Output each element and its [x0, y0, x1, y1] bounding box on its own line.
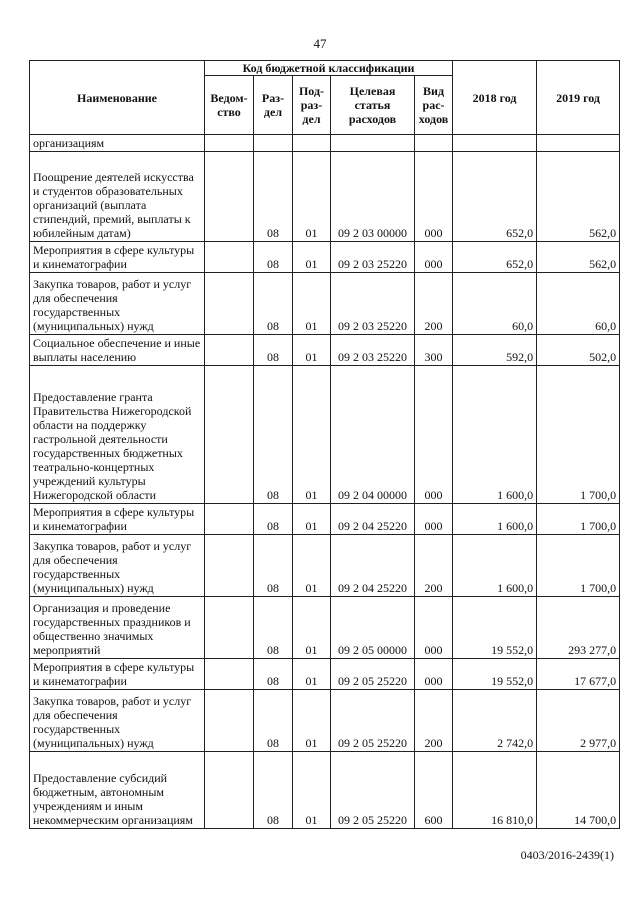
cell-name: Мероприятия в сфере культуры и кинематографии — [30, 242, 205, 273]
cell-name: Социальное обеспечение и иные выплаты населению — [30, 335, 205, 366]
cell-2019: 14 700,0 — [537, 752, 620, 829]
header-vedomstvo: Ведом-ство — [205, 76, 254, 135]
header-podrazdel: Под-раз-дел — [293, 76, 331, 135]
table-row — [30, 659, 620, 690]
cell-razdel — [254, 135, 293, 152]
budget-table — [29, 60, 620, 829]
header-year-2018: 2018 год — [453, 61, 537, 135]
cell-vid: 600 — [415, 752, 453, 829]
cell-vid: 200 — [415, 273, 453, 335]
cell-razdel: 08 — [254, 273, 293, 335]
cell-vedomstvo — [205, 690, 254, 752]
cell-2019: 293 277,0 — [537, 597, 620, 659]
table-row — [30, 504, 620, 535]
cell-vedomstvo — [205, 335, 254, 366]
cell-podrazdel: 01 — [293, 152, 331, 242]
cell-2018: 652,0 — [453, 242, 537, 273]
cell-podrazdel: 01 — [293, 273, 331, 335]
cell-vid: 200 — [415, 535, 453, 597]
cell-vedomstvo — [205, 242, 254, 273]
cell-vedomstvo — [205, 752, 254, 829]
cell-2018 — [453, 135, 537, 152]
cell-podrazdel: 01 — [293, 335, 331, 366]
cell-podrazdel: 01 — [293, 659, 331, 690]
cell-razdel: 08 — [254, 366, 293, 504]
cell-podrazdel: 01 — [293, 535, 331, 597]
cell-2018: 1 600,0 — [453, 535, 537, 597]
cell-vedomstvo — [205, 152, 254, 242]
cell-2019: 2 977,0 — [537, 690, 620, 752]
header-year-2019: 2019 год — [537, 61, 620, 135]
table-row — [30, 535, 620, 597]
header-name: Наименование — [30, 61, 205, 135]
table-row — [30, 366, 620, 504]
cell-statya: 09 2 03 00000 — [331, 152, 415, 242]
header-statya: Целевая статья расходов — [331, 76, 415, 135]
cell-statya: 09 2 03 25220 — [331, 273, 415, 335]
cell-name: организациям — [30, 135, 205, 152]
cell-2018: 19 552,0 — [453, 597, 537, 659]
cell-podrazdel: 01 — [293, 242, 331, 273]
cell-statya: 09 2 04 25220 — [331, 535, 415, 597]
cell-vid: 200 — [415, 690, 453, 752]
cell-vid: 000 — [415, 366, 453, 504]
header-vid: Вид рас-ходов — [415, 76, 453, 135]
cell-2019: 17 677,0 — [537, 659, 620, 690]
cell-2018: 2 742,0 — [453, 690, 537, 752]
cell-statya: 09 2 03 25220 — [331, 335, 415, 366]
cell-statya: 09 2 04 00000 — [331, 366, 415, 504]
page-number: 47 — [313, 36, 327, 51]
cell-razdel: 08 — [254, 752, 293, 829]
table-row — [30, 242, 620, 273]
cell-name: Предоставление субсидий бюджетным, автономным учреждениям и иным некоммерческим организациям — [30, 752, 205, 829]
cell-vid: 000 — [415, 504, 453, 535]
cell-razdel: 08 — [254, 690, 293, 752]
cell-vid: 000 — [415, 597, 453, 659]
cell-razdel: 08 — [254, 152, 293, 242]
cell-2018: 16 810,0 — [453, 752, 537, 829]
cell-statya: 09 2 05 00000 — [331, 597, 415, 659]
cell-vid: 000 — [415, 659, 453, 690]
cell-name: Закупка товаров, работ и услуг для обеспечения государственных (муниципальных) нужд — [30, 690, 205, 752]
cell-razdel: 08 — [254, 242, 293, 273]
table-row — [30, 597, 620, 659]
cell-vedomstvo — [205, 366, 254, 504]
document-id: 0403/2016-2439(1) — [520, 848, 614, 862]
cell-name: Мероприятия в сфере культуры и кинематографии — [30, 504, 205, 535]
cell-name: Мероприятия в сфере культуры и кинематографии — [30, 659, 205, 690]
cell-statya: 09 2 04 25220 — [331, 504, 415, 535]
cell-2019: 562,0 — [537, 152, 620, 242]
cell-podrazdel: 01 — [293, 752, 331, 829]
cell-razdel: 08 — [254, 659, 293, 690]
table-row — [30, 273, 620, 335]
cell-2018: 1 600,0 — [453, 504, 537, 535]
cell-2019: 1 700,0 — [537, 504, 620, 535]
table-row — [30, 335, 620, 366]
table-row — [30, 752, 620, 829]
cell-podrazdel: 01 — [293, 366, 331, 504]
cell-name: Закупка товаров, работ и услуг для обеспечения государственных (муниципальных) нужд — [30, 273, 205, 335]
cell-podrazdel: 01 — [293, 690, 331, 752]
cell-vedomstvo — [205, 535, 254, 597]
cell-vedomstvo — [205, 659, 254, 690]
cell-2019: 60,0 — [537, 273, 620, 335]
cell-vid: 000 — [415, 242, 453, 273]
cell-2019: 562,0 — [537, 242, 620, 273]
table-row — [30, 135, 620, 152]
cell-statya: 09 2 05 25220 — [331, 690, 415, 752]
cell-vid — [415, 135, 453, 152]
cell-name: Поощрение деятелей искусства и студентов образовательных организаций (выплата стипендий, премий, выплаты к юбилейным датам) — [30, 152, 205, 242]
cell-2019: 1 700,0 — [537, 535, 620, 597]
cell-razdel: 08 — [254, 335, 293, 366]
cell-vedomstvo — [205, 273, 254, 335]
header-razdel: Раз-дел — [254, 76, 293, 135]
cell-2018: 652,0 — [453, 152, 537, 242]
cell-2019: 1 700,0 — [537, 366, 620, 504]
cell-razdel: 08 — [254, 504, 293, 535]
table-row — [30, 152, 620, 242]
cell-razdel: 08 — [254, 597, 293, 659]
header-classification-code: Код бюджетной классификации — [205, 61, 453, 76]
table-body — [30, 135, 620, 829]
table-row — [30, 690, 620, 752]
cell-vid: 300 — [415, 335, 453, 366]
cell-statya — [331, 135, 415, 152]
cell-statya: 09 2 05 25220 — [331, 752, 415, 829]
cell-name: Закупка товаров, работ и услуг для обеспечения государственных (муниципальных) нужд — [30, 535, 205, 597]
cell-podrazdel — [293, 135, 331, 152]
cell-vedomstvo — [205, 597, 254, 659]
cell-podrazdel: 01 — [293, 597, 331, 659]
cell-2018: 592,0 — [453, 335, 537, 366]
cell-vid: 000 — [415, 152, 453, 242]
cell-razdel: 08 — [254, 535, 293, 597]
cell-2019: 502,0 — [537, 335, 620, 366]
cell-vedomstvo — [205, 135, 254, 152]
cell-podrazdel: 01 — [293, 504, 331, 535]
cell-statya: 09 2 03 25220 — [331, 242, 415, 273]
cell-2018: 1 600,0 — [453, 366, 537, 504]
cell-name: Организация и проведение государственных праздников и общественно значимых мероприятий — [30, 597, 205, 659]
cell-name: Предоставление гранта Правительства Нижегородской области на поддержку гастрольной деятельности государственных бюджетных театрально-концертных учреждений культуры Нижегородской области — [30, 366, 205, 504]
cell-2018: 60,0 — [453, 273, 537, 335]
cell-statya: 09 2 05 25220 — [331, 659, 415, 690]
cell-2018: 19 552,0 — [453, 659, 537, 690]
cell-vedomstvo — [205, 504, 254, 535]
cell-2019 — [537, 135, 620, 152]
